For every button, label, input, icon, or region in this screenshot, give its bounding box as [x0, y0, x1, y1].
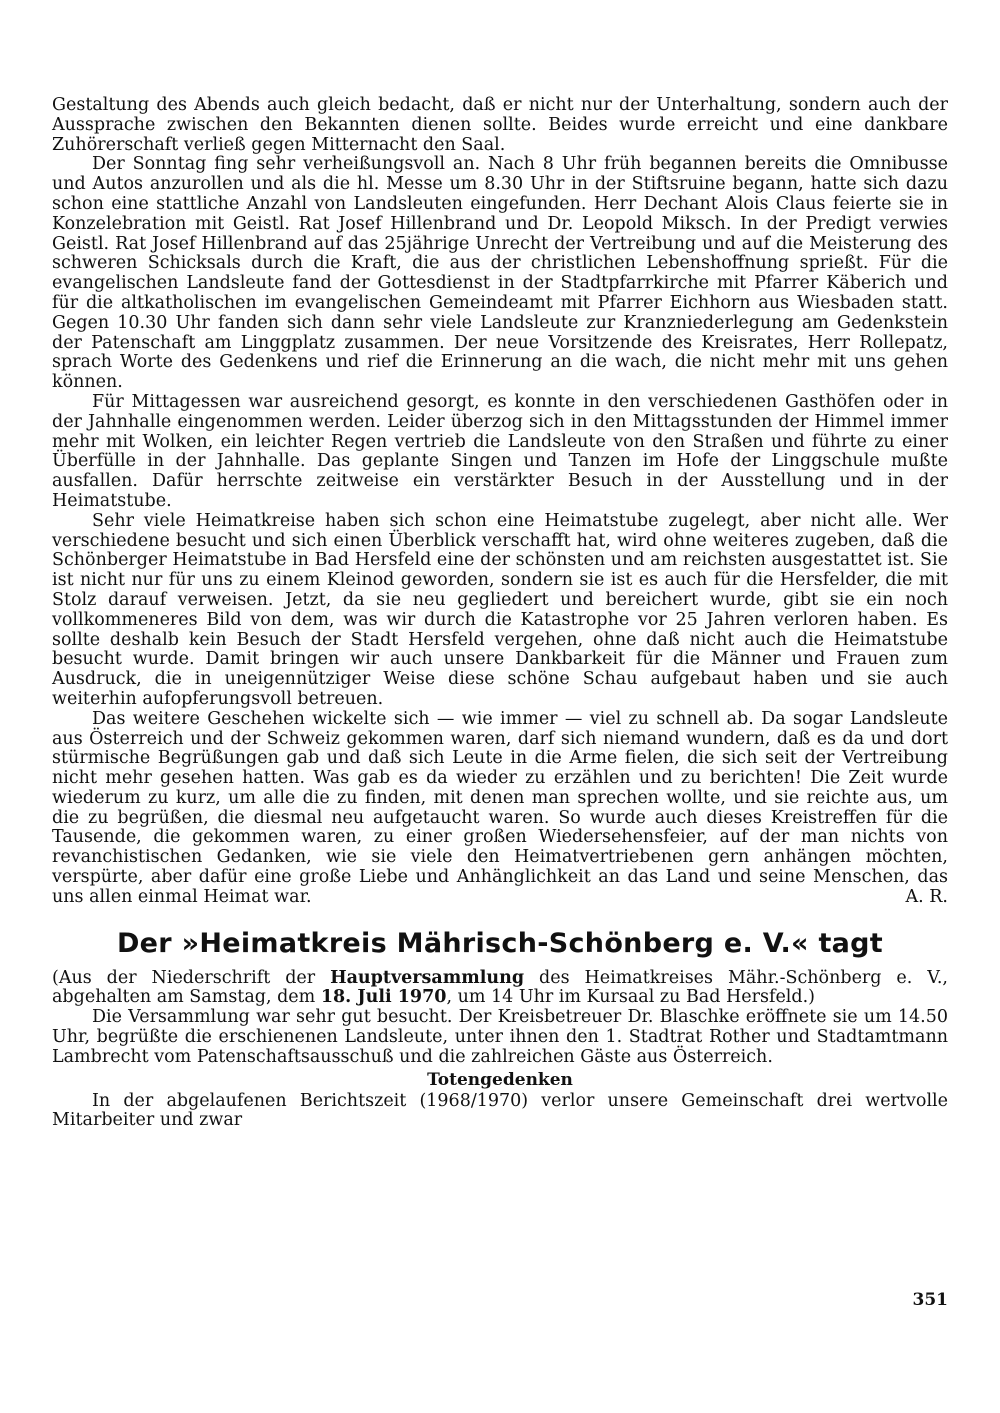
- article1-last-block: [52, 710, 948, 908]
- article1-paragraph-4: Sehr viele Heimatkreise haben sich schon eine Heimatstube zugelegt, aber nicht alle. Wer verschiedene besucht und sich einen Überblick verschafft hat, wird ohne weiteres zugeben, daß die Schönberger Heimatstube in Bad Hersfeld eine der schönsten und am reichsten ausgestattet ist. Sie ist nicht nur für uns zu einem Kleinod geworden, sondern sie ist es auch für die Hersfelder, die mit Stolz darauf verweisen. Jetzt, da sie neu gegliedert und bereichert wurde, gibt sie ein noch vollkommeneres Bild von dem, was wir durch die Katastrophe vor 25 Jahren verloren haben. Es sollte deshalb kein Besuch der Stadt Hersfeld vergehen, ohne daß nicht auch die Heimatstube besucht wurde. Damit bringen wir auch unsere Dankbarkeit für die Männer und Frauen zum Ausdruck, die in uneigennütziger Weise diese schöne Schau aufgebaut haben und sie auch weiterhin aufopferungsvoll betreuen.: [52, 510, 948, 709]
- article1-paragraph-2: Der Sonntag fing sehr verheißungsvoll an. Nach 8 Uhr früh begannen bereits die Omnibusse und Autos anzurollen und als die hl. Messe um 8.30 Uhr in der Stiftsruine begann, hatte sich dazu schon eine stattliche Anzahl von Landsleuten eingefunden. Herr Dechant Alois Claus feierte sie in Konzelebration mit Geistl. Rat Josef Hillenbrand und Dr. Leopold Miksch. In der Predigt verwies Geistl. Rat Josef Hillenbrand auf das 25jährige Unrecht der Vertreibung und auf die Meisterung des schweren Schicksals durch die Kraft, die aus der christlichen Lebenshoffnung sprießt. Für die evangelischen Landsleute fand der Gottesdienst in der Stadtpfarrkirche mit Pfarrer Käberich und für die altkatholischen im evangelischen Gemeindeamt mit Pfarrer Eichhorn aus Wiesbaden statt. Gegen 10.30 Uhr fanden sich dann sehr viele Landsleute zur Kranzniederlegung am Gedenkstein der Patenschaft am Linggplatz zusammen. Der neue Vorsitzende des Kreisrates, Herr Rollepatz, sprach Worte des Gedenkens und rief die Erinnerung an die wach, die nicht mehr mit uns gehen können.: [52, 154, 948, 393]
- article2-title: Der »Heimatkreis Mährisch-Schönberg e. V.« tagt: [116, 927, 884, 959]
- memorial-paragraph: In der abgelaufenen Berichtszeit (1968/1970) verlor unsere Gemeinschaft drei wertvolle Mitarbeiter und zwar: [52, 1090, 948, 1131]
- article1-paragraph-1: Gestaltung des Abends auch gleich bedacht, daß er nicht nur der Unterhaltung, sondern auch der Aussprache zwischen den Bekannten dienen sollte. Beides wurde erreicht und eine dankbare Zuhörerschaft verließ gegen Mitternacht den Saal.: [52, 95, 948, 155]
- page-content: [52, 96, 948, 1131]
- page-number: 351: [912, 1290, 948, 1310]
- article1-signature: A. R.: [905, 886, 948, 907]
- article1-paragraph-5: Das weitere Geschehen wickelte sich — wie immer — viel zu schnell ab. Da sogar Landsleute aus Österreich und der Schweiz gekommen waren, darf sich niemand wundern, daß es da und dort stürmische Begrüßungen gab und daß sich Leute in die Arme fielen, die sich seit der Vertreibung nicht mehr gesehen hatten. Was gab es da wieder zu erzählen und zu berichten! Die Zeit wurde wiederum zu kurz, um alle die zu finden, mit denen man sprechen wollte, und sie reichte aus, um die zu begrüßen, die diesmal neu aufgetaucht waren. So wurde auch dieses Kreistreffen für die Tausende, die gekommen waren, zu einer großen Wiedersehensfeier, auf der man nichts von revanchistischen Gedanken, wie sie viele den Heimatvertriebenen gern anhängen möchten, verspürte, aber dafür eine große Liebe und Anhänglichkeit an das Land und seine Menschen, das uns allen einmal Heimat war.: [52, 708, 948, 907]
- article2-intro: (Aus der Niederschrift der Hauptversammlung des Heimatkreises Mähr.-Schönberg e. V., abgehalten am Samstag, dem 18. Juli 1970, um 14 Uhr im Kursaal zu Bad Hersfeld.): [52, 967, 948, 1008]
- article1-paragraph-3: Für Mittagessen war ausreichend gesorgt, es konnte in den verschiedenen Gasthöfen oder in der Jahnhalle eingenommen werden. Leider überzog sich in den Mittagsstunden der Himmel immer mehr mit Wolken, ein leichter Regen vertrieb die Landsleute von den Straßen und führte zu einer Überfülle in der Jahnhalle. Das geplante Singen und Tanzen im Hofe der Linggschule mußte ausfallen. Dafür herrschte zeitweise ein verstärkter Besuch in der Ausstellung und in der Heimatstube.: [52, 391, 948, 511]
- section-heading-totengedenken: Totengedenken: [427, 1069, 573, 1090]
- article2-paragraph: Die Versammlung war sehr gut besucht. Der Kreisbetreuer Dr. Blaschke eröffnete sie um 14.50 Uhr, begrüßte die erschienenen Landsleute, unter ihnen den 1. Stadtrat Rother und Stadtamtmann Lambrecht vom Patenschaftsausschuß und die zahlreichen Gäste aus Österreich.: [52, 1007, 948, 1067]
